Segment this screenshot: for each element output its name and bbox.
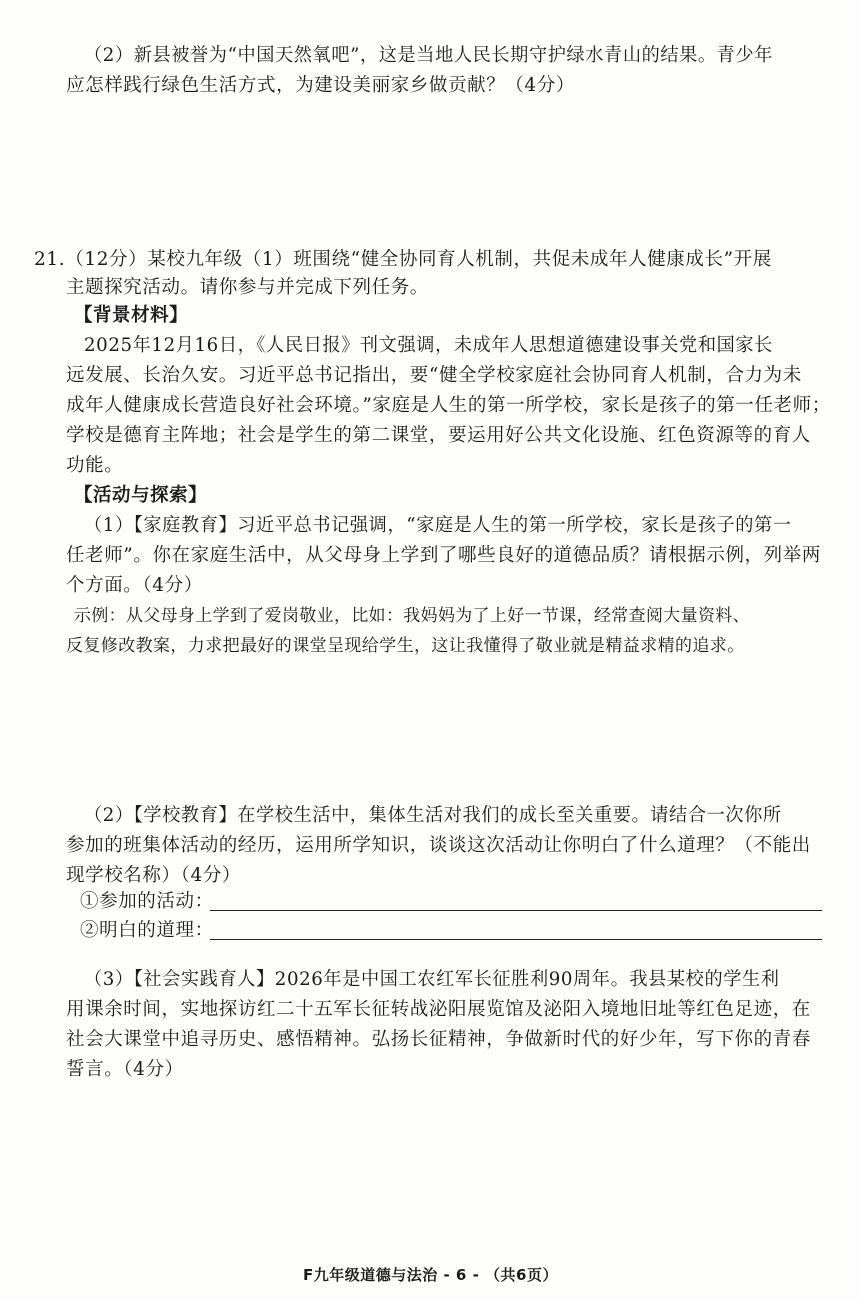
- part3-line3: 社会大课堂中追寻历史、感悟精神。弘扬长征精神，争做新时代的好少年，写下你的青春: [66, 1029, 811, 1050]
- part1-line2: 任老师”。你在家庭生活中，从父母身上学到了哪些良好的道德品质？请根据示例，列举两: [66, 545, 821, 566]
- answer-activity-label: ①参加的活动：: [80, 891, 214, 912]
- answer-lesson-blank[interactable]: [210, 939, 822, 940]
- part3-line4: 誓言。（4分）: [66, 1059, 184, 1080]
- part2-line3: 现学校名称）（4分）: [66, 865, 242, 886]
- page-footer: F九年级道德与法治 - 6 - （共6页）: [303, 1266, 558, 1284]
- answer-row-activity[interactable]: [80, 888, 825, 916]
- background-line: 远发展、长治久安。习近平总书记指出，要“健全学校家庭社会协同育人机制，合力为未: [66, 365, 802, 386]
- background-line: 2025年12月16日，《人民日报》刊文强调，未成年人思想道德建设事关党和国家长: [84, 335, 773, 356]
- q20-part2-line2: 应怎样践行绿色生活方式，为建设美丽家乡做贡献？（4分）: [66, 75, 575, 96]
- part1-example-line1: 示例：从父母身上学到了爱岗敬业，比如：我妈妈为了上好一节课，经常查阅大量资料、: [74, 606, 750, 626]
- q21-header-line1: 21.（12分）某校九年级（1）班围绕“健全协同育人机制，共促未成年人健康成长”开展: [34, 249, 772, 270]
- part3-line1: （3）【社会实践育人】2026年是中国工农红军长征胜利90周年。我县某校的学生利: [84, 969, 780, 990]
- q21-header-line2: 主题探究活动。请你参与并完成下列任务。: [66, 277, 429, 298]
- part1-line1: （1）【家庭教育】习近平总书记强调，“家庭是人生的第一所学校，家长是孩子的第一: [84, 515, 792, 536]
- part1-example-line2: 反复修改教案，力求把最好的课堂呈现给学生，这让我懂得了敬业就是精益求精的追求。: [66, 636, 745, 656]
- answer-lesson-label: ②明白的道理：: [80, 920, 214, 941]
- background-line: 成年人健康成长营造良好社会环境。”家庭是人生的第一所学校，家长是孩子的第一任老师；: [66, 395, 831, 416]
- activity-title: 【活动与探索】: [74, 485, 208, 506]
- answer-activity-blank[interactable]: [210, 910, 822, 911]
- part2-line1: （2）【学校教育】在学校生活中，集体生活对我们的成长至关重要。请结合一次你所: [84, 805, 782, 826]
- background-title: 【背景材料】: [74, 305, 189, 326]
- part3-line2: 用课余时间，实地探访红二十五军长征转战泌阳展览馆及泌阳入境地旧址等红色足迹，在: [66, 999, 811, 1020]
- q20-part2-line1: （2）新县被誉为“中国天然氧吧”，这是当地人民长期守护绿水青山的结果。青少年: [84, 45, 774, 66]
- part2-line2: 参加的班集体活动的经历，运用所学知识，谈谈这次活动让你明白了什么道理？（不能出: [66, 835, 811, 856]
- answer-row-lesson[interactable]: [80, 917, 825, 945]
- background-line: 学校是德育主阵地；社会是学生的第二课堂，要运用好公共文化设施、红色资源等的育人: [66, 425, 811, 446]
- background-line: 功能。: [66, 455, 124, 476]
- part1-line3: 个方面。（4分）: [66, 575, 203, 596]
